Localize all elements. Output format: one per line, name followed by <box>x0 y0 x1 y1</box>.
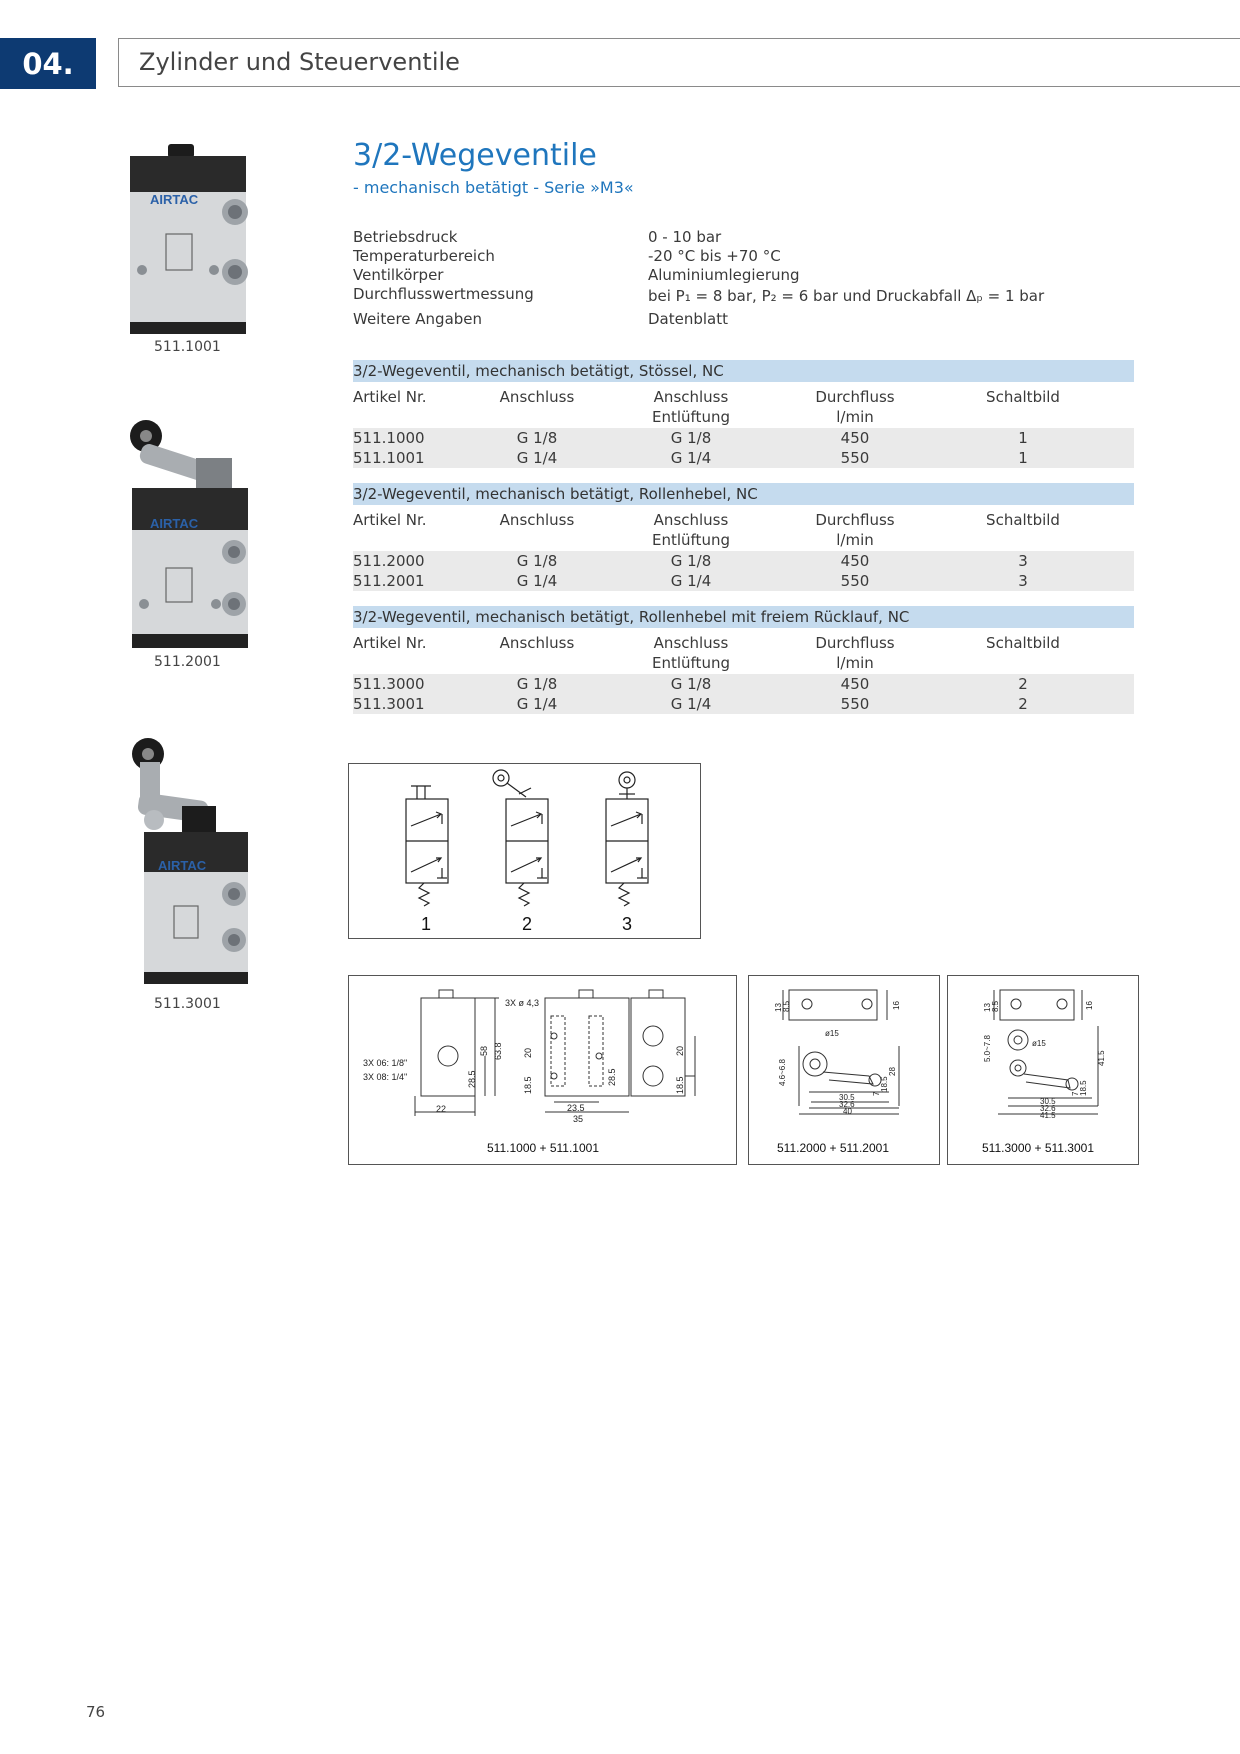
symbol-label: 1 <box>421 914 432 934</box>
header-anschluss: Anschluss <box>499 634 575 652</box>
spec-key: Durchflusswertmessung <box>353 285 534 303</box>
header-anschluss-2: Anschluss <box>653 634 729 652</box>
header-schaltbild: Schaltbild <box>986 634 1060 652</box>
dim-text: ø15 <box>825 1029 839 1038</box>
table-cell: 511.3001 <box>353 695 425 713</box>
header-unit: l/min <box>836 408 874 426</box>
header-entlueftung: Entlüftung <box>652 654 730 672</box>
brand-logo-text: AIRTAC <box>150 192 199 207</box>
product-image-roller-lever <box>126 418 250 650</box>
table-cell: 450 <box>840 552 870 570</box>
table-cell: G 1/4 <box>516 572 558 590</box>
chapter-number: 04. <box>0 38 96 89</box>
page-subtitle: - mechanisch betätigt - Serie »M3« <box>353 178 634 197</box>
dim-text: 3X 08: 1/4" <box>363 1072 408 1082</box>
header-anschluss: Anschluss <box>499 511 575 529</box>
dim-text: 16 <box>1085 1001 1094 1010</box>
dim-text: 22 <box>436 1104 447 1114</box>
table-cell: G 1/4 <box>670 695 712 713</box>
header-anschluss-2: Anschluss <box>653 388 729 406</box>
table-row <box>353 551 1134 571</box>
dimension-drawing-3 <box>948 976 1138 1164</box>
table-header <box>353 511 1134 551</box>
table-cell: 550 <box>840 572 870 590</box>
table-row <box>353 448 1134 468</box>
spec-value: Datenblatt <box>648 310 729 328</box>
product-image-roller-lever-free-return <box>126 736 250 986</box>
table-row <box>353 428 1134 448</box>
product-image-plunger <box>128 140 248 335</box>
dim-text: 58 <box>479 1045 489 1056</box>
header-anschluss: Anschluss <box>499 388 575 406</box>
table-cell: 1 <box>1018 449 1028 467</box>
table-header <box>353 634 1134 674</box>
drawing-caption: 511.1000 + 511.1001 <box>487 1141 599 1155</box>
table-cell: 511.2001 <box>353 572 425 590</box>
dim-text: 32.6 <box>839 1100 855 1109</box>
product-caption-3: 511.3001 <box>154 996 221 1012</box>
table-cell: G 1/4 <box>516 695 558 713</box>
header-anschluss-2: Anschluss <box>653 511 729 529</box>
dim-text: 7 <box>1071 1091 1080 1096</box>
drawing-caption: 511.2000 + 511.2001 <box>777 1141 889 1155</box>
table-cell: 2 <box>1018 675 1028 693</box>
dim-text: 18.5 <box>880 1076 889 1092</box>
spec-key: Weitere Angaben <box>353 310 483 328</box>
header-entlueftung: Entlüftung <box>652 531 730 549</box>
table-cell: 3 <box>1018 572 1028 590</box>
dimension-drawing-2 <box>749 976 939 1164</box>
dim-text: 23.5 <box>567 1103 585 1113</box>
table-cell: 2 <box>1018 695 1028 713</box>
table-header <box>353 388 1134 428</box>
header-durchfluss: Durchfluss <box>815 511 895 529</box>
dim-text: 28.5 <box>607 1068 617 1086</box>
header-unit: l/min <box>836 654 874 672</box>
dim-text: 3X ø 4,3 <box>505 998 540 1008</box>
table-roller-lever-free-return <box>353 606 1134 714</box>
dim-text: 41.5 <box>1040 1111 1056 1120</box>
table-cell: 450 <box>840 429 870 447</box>
table-row <box>353 674 1134 694</box>
spec-key: Ventilkörper <box>353 266 444 284</box>
brand-logo-text: AIRTAC <box>158 858 207 873</box>
brand-logo-text: AIRTAC <box>150 516 199 531</box>
dim-text: 5.0~7.8 <box>983 1035 992 1062</box>
table-cell: G 1/4 <box>670 449 712 467</box>
table-title: 3/2-Wegeventil, mechanisch betätigt, Rollenhebel, NC <box>353 483 1134 505</box>
table-title: 3/2-Wegeventil, mechanisch betätigt, Rollenhebel mit freiem Rücklauf, NC <box>353 606 1134 628</box>
spec-value: -20 °C bis +70 °C <box>648 247 781 265</box>
table-cell: 511.1000 <box>353 429 425 447</box>
circuit-symbols <box>349 764 700 938</box>
chapter-title: Zylinder und Steuerventile <box>139 48 460 76</box>
table-cell: 511.1001 <box>353 449 425 467</box>
spec-key: Betriebsdruck <box>353 228 458 246</box>
dim-text: 32.6 <box>1040 1104 1056 1113</box>
table-roller-lever <box>353 483 1134 591</box>
table-cell: G 1/8 <box>516 429 558 447</box>
dim-text: 8.5 <box>782 1000 791 1012</box>
drawing-caption: 511.3000 + 511.3001 <box>982 1141 1094 1155</box>
spec-value: 0 - 10 bar <box>648 228 722 246</box>
table-cell: 511.3000 <box>353 675 425 693</box>
table-cell: 550 <box>840 695 870 713</box>
dim-text: 20 <box>523 1047 533 1058</box>
header-artikel: Artikel Nr. <box>353 511 427 529</box>
drawing-frame-2 <box>748 975 940 1165</box>
table-cell: 1 <box>1018 429 1028 447</box>
table-cell: G 1/8 <box>670 552 712 570</box>
table-row <box>353 571 1134 591</box>
dim-text: ø15 <box>1032 1039 1046 1048</box>
table-cell: 450 <box>840 675 870 693</box>
drawing-frame-1 <box>348 975 737 1165</box>
table-cell: G 1/8 <box>516 552 558 570</box>
header-schaltbild: Schaltbild <box>986 511 1060 529</box>
product-caption-2: 511.2001 <box>154 654 221 670</box>
dim-text: 18.5 <box>523 1076 533 1094</box>
table-plunger <box>353 360 1134 468</box>
table-row <box>353 694 1134 714</box>
drawing-frame-3 <box>947 975 1139 1165</box>
header-durchfluss: Durchfluss <box>815 388 895 406</box>
spec-value: Aluminiumlegierung <box>648 266 800 284</box>
dim-text: 28 <box>888 1067 897 1076</box>
dim-text: 13 <box>774 1003 783 1012</box>
page-title: 3/2-Wegeventile <box>353 138 597 173</box>
dim-text: 4.6~6.8 <box>778 1059 787 1086</box>
dim-text: 40 <box>843 1107 852 1116</box>
dim-text: 30.5 <box>839 1093 855 1102</box>
header-unit: l/min <box>836 531 874 549</box>
table-cell: 511.2000 <box>353 552 425 570</box>
table-cell: 550 <box>840 449 870 467</box>
dim-text: 7 <box>872 1091 881 1096</box>
symbol-label: 3 <box>622 914 633 934</box>
dim-text: 20 <box>675 1045 685 1056</box>
page-number: 76 <box>86 1703 106 1721</box>
dim-text: 8.5 <box>991 1000 1000 1012</box>
dim-text: 28.5 <box>467 1070 477 1088</box>
header-durchfluss: Durchfluss <box>815 634 895 652</box>
table-cell: G 1/8 <box>670 675 712 693</box>
dimension-drawing-1 <box>349 976 736 1164</box>
product-caption-1: 511.1001 <box>154 339 221 355</box>
header-entlueftung: Entlüftung <box>652 408 730 426</box>
circuit-symbols-frame <box>348 763 701 939</box>
table-cell: G 1/8 <box>670 429 712 447</box>
dim-text: 18.5 <box>675 1076 685 1094</box>
dim-text: 35 <box>573 1114 584 1124</box>
dim-text: 41.5 <box>1097 1050 1106 1066</box>
symbol-roller-lever <box>606 772 648 906</box>
symbol-roller-free-return <box>493 770 548 906</box>
spec-value: bei P₁ = 8 bar, P₂ = 6 bar und Druckabfall Δₚ = 1 bar <box>648 287 1045 305</box>
dim-text: 13 <box>983 1003 992 1012</box>
header-artikel: Artikel Nr. <box>353 388 427 406</box>
table-cell: G 1/4 <box>516 449 558 467</box>
table-cell: G 1/8 <box>516 675 558 693</box>
table-cell: 3 <box>1018 552 1028 570</box>
dim-text: 16 <box>892 1001 901 1010</box>
header-schaltbild: Schaltbild <box>986 388 1060 406</box>
symbol-plunger <box>406 786 448 906</box>
symbol-label: 2 <box>522 914 533 934</box>
spec-key: Temperaturbereich <box>353 247 495 265</box>
dim-text: 3X 06: 1/8" <box>363 1058 408 1068</box>
dim-text: 30.5 <box>1040 1097 1056 1106</box>
dim-text: 18.5 <box>1079 1080 1088 1096</box>
table-cell: G 1/4 <box>670 572 712 590</box>
header-artikel: Artikel Nr. <box>353 634 427 652</box>
table-title: 3/2-Wegeventil, mechanisch betätigt, Stössel, NC <box>353 360 1134 382</box>
dim-text: 63.8 <box>493 1042 503 1060</box>
spec-list <box>353 228 1133 338</box>
